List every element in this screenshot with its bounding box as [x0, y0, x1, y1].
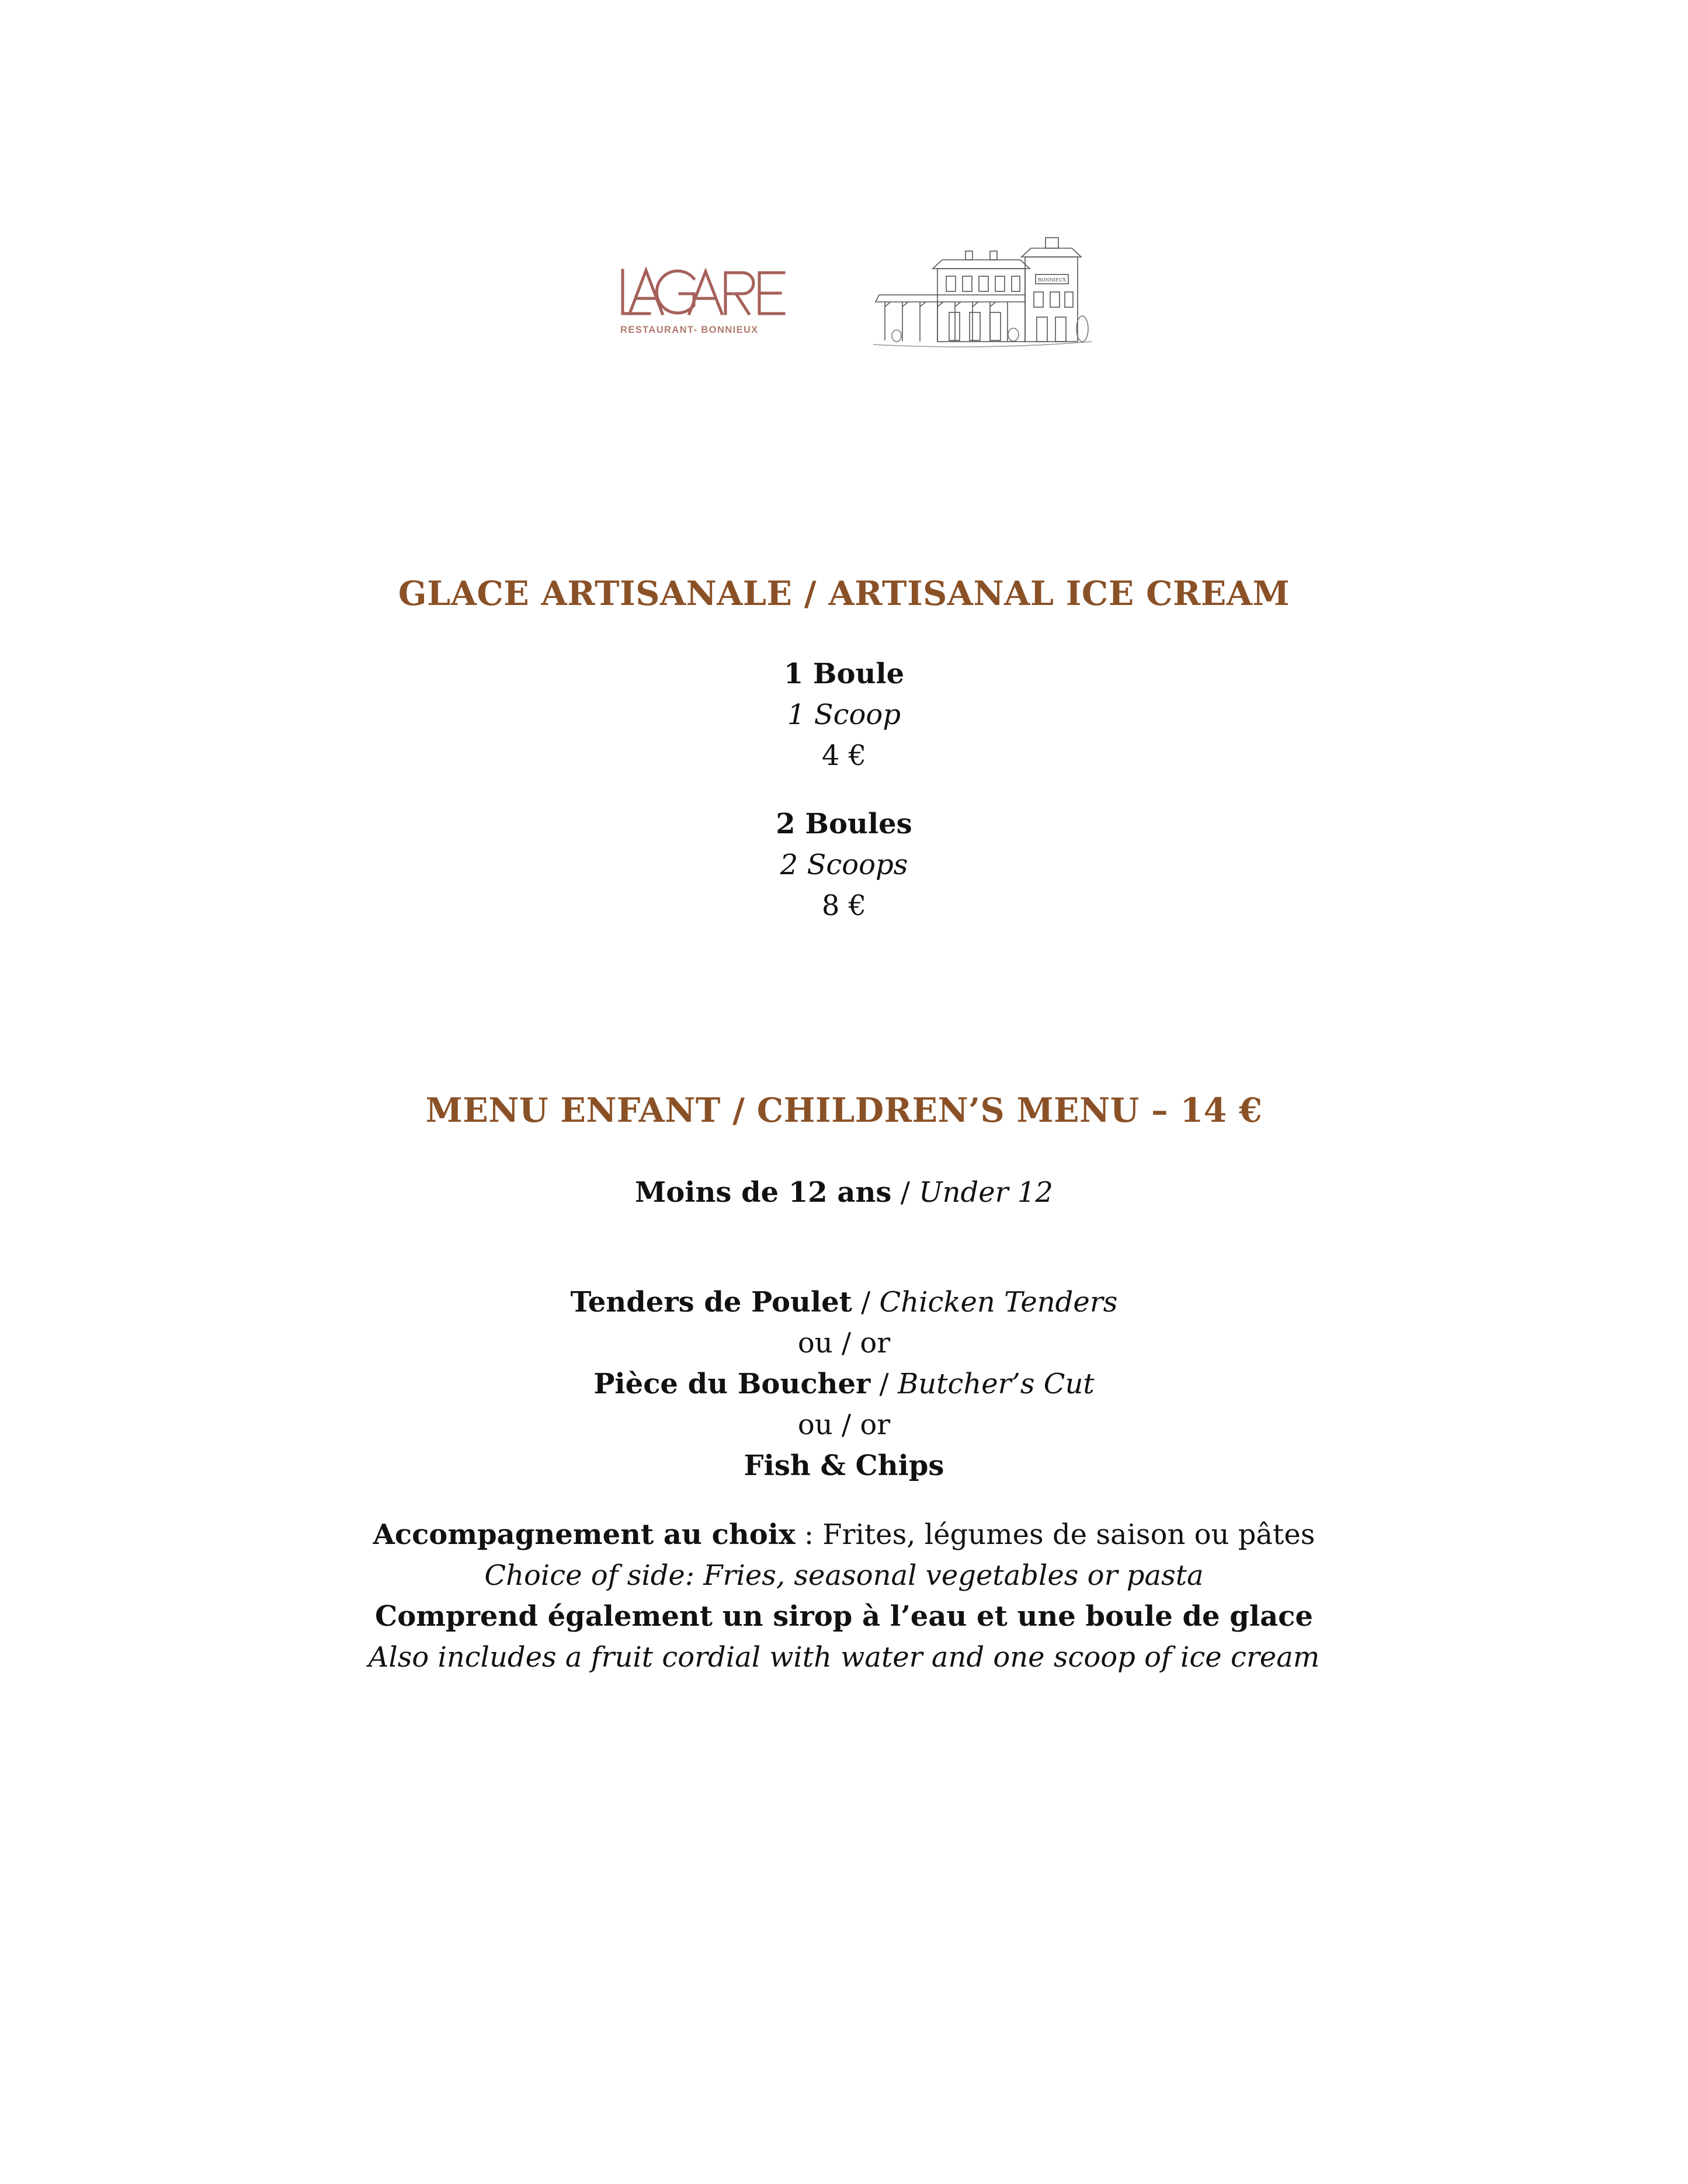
separator: /: [891, 1176, 919, 1209]
kids-menu-age: [0, 1176, 1688, 1209]
separator: /: [852, 1286, 880, 1319]
ice-cream-title: GLACE ARTISANALE / ARTISANAL ICE CREAM: [398, 574, 1290, 613]
age-en: Under 12: [919, 1176, 1053, 1209]
side-label: Accompagnement au choix: [373, 1518, 796, 1551]
side-choice-en: Choice of side: Fries, seasonal vegetables or pasta: [484, 1559, 1204, 1592]
ice-cream-item-price: 8 €: [821, 889, 867, 922]
includes-fr: Comprend également un sirop à l’eau et une boule de glace: [375, 1600, 1313, 1633]
dish-translation: Chicken Tenders: [879, 1286, 1118, 1319]
or-label: ou / or: [797, 1409, 891, 1441]
ice-cream-item-translation: 2 Scoops: [780, 848, 908, 881]
kids-dish: [0, 1286, 1688, 1319]
kids-menu-title: MENU ENFANT / CHILDREN’S MENU – 14 €: [425, 1091, 1263, 1130]
or-label: ou / or: [797, 1327, 891, 1359]
includes-en: Also includes a fruit cordial with water and one scoop of ice cream: [368, 1641, 1320, 1674]
train-station-illustration: [867, 225, 1095, 365]
separator: /: [870, 1368, 898, 1400]
logo-subtitle: RESTAURANT- BONNIEUX: [620, 325, 759, 335]
ice-cream-item-name: 2 Boules: [776, 808, 912, 840]
ice-cream-item-translation: 1 Scoop: [787, 698, 901, 731]
la-gare-logo-icon: [619, 266, 794, 324]
dish-name: Pièce du Boucher: [593, 1368, 871, 1400]
restaurant-logo: [619, 266, 794, 342]
side-choice: [0, 1518, 1688, 1551]
ice-cream-item-name: 1 Boule: [783, 658, 905, 690]
age-fr: Moins de 12 ans: [635, 1176, 892, 1209]
dish-translation: Butcher’s Cut: [897, 1368, 1095, 1400]
dish-name: Tenders de Poulet: [570, 1286, 852, 1319]
station-drawing-icon: [867, 225, 1095, 365]
side-options: : Frites, légumes de saison ou pâtes: [795, 1518, 1315, 1551]
station-sign-text: BONNIEUX: [1037, 277, 1067, 283]
kids-dish-name: Fish & Chips: [744, 1449, 944, 1482]
kids-dish: [0, 1370, 1688, 1398]
ice-cream-item-price: 4 €: [821, 739, 867, 772]
